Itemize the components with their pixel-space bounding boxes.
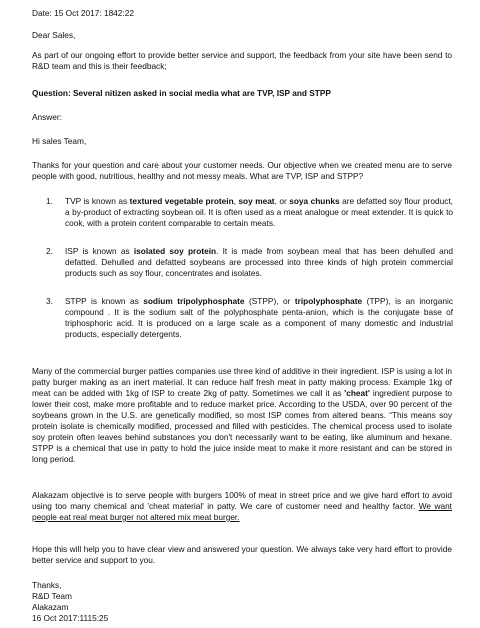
list-text [65,196,453,229]
list-text [65,296,453,340]
greeting: Dear Sales, [32,30,76,40]
intro-paragraph: As part of our ongoing effort to provide better service and support, the feedback from your site have been send to R&D team and this is their feedback; [32,50,452,71]
bold-term: tripolyphosphate [294,296,363,306]
text-run: STPP is known as [65,296,144,306]
text-run: are defatted soy flour product, a by-product of extracting soybean oil. It is often used as a meat analogue or meat extender. It is quick to cook, with a protein content comparable to certain meats. [65,196,453,228]
list-number: 2. [46,246,53,256]
date-line: Date: 15 Oct 2017: 1842:22 [32,8,134,18]
text-run: , or [274,196,290,206]
additives-paragraph [32,366,452,464]
signature-thanks: Thanks, [32,580,62,590]
text-run: Alakazam objective is to serve people with burgers 100% of meat in street price and we give hard effort to avoid using too many chemical and 'cheat material' in patty. We care of customer need and healthy factor. [32,490,452,511]
answer-intro-paragraph: Thanks for your question and care about your customer needs. Our objective when we created menu are to serve people with good, nutritious, healthy and not messy meals. What are TVP, ISP and STPP? [32,160,452,181]
list-number: 1. [46,196,53,206]
text-run: ISP is known as [65,246,134,256]
bold-term: textured vegetable protein [129,196,234,206]
answer-label: Answer: [32,112,62,122]
bold-term: soya chunks [289,196,340,206]
text-run: TVP is known as [65,196,130,206]
text-run: (TPP), is an inorganic compound . It is the sodium salt of the polyphosphate penta-anion, which is the conjugate base of triphosphoric acid. It is produced on a large scale as a component of many domestic and industrial products, especially detergents. [65,296,454,339]
text-run: , [233,196,239,206]
signature-block [32,580,452,624]
question-line: Question: Several nitizen asked in social media what are TVP, ISP and STPP [32,88,331,98]
bold-term: isolated soy protein [133,246,217,256]
text-run: (STPP), or [244,296,295,306]
objective-paragraph [32,490,452,523]
underlined-text: We want people eat real meat burger not altered mix meat burger. [32,500,452,522]
closing-paragraph: Hope this will help you to have clear view and answered your question. We always take very hard effort to provide better service and support to you. [32,544,452,565]
bold-term: sodium tripolyphosphate [143,296,245,306]
list-text [65,246,453,279]
bold-term: 'cheat' [344,387,370,398]
text-run: ingredient purpose to lower their cost, make more profitable and to reduce market price. According to the USDA, over 90 percent of the soybeans grown in the U.S. are genetically modified, so most ISP comes from altered beans. “This means soy protein isolate is chemically modified, processed and filled with pesticides. The chemical process used to isolate soy protein often leaves behind substances you don't necessarily want to be eating, like aluminum and hexane. STPP is a chemical that use in patty to hold the juice inside meat to make it more resistant and can be stored in long period. [32,387,452,464]
signature-team: R&D Team [32,590,72,601]
list-number: 3. [46,296,53,306]
signature-company: Alakazam [32,601,69,612]
bold-term: soy meat [238,196,275,206]
text-run: . It is made from soybean meal that has been dehulled and defatted. Dehulled and defatted soybeans are processed into three kinds of high protein commercial products such as soy flour, concentrates and isolates. [65,246,454,278]
signature-date: 16 Oct 2017:1115:25 [32,612,109,623]
answer-greeting: Hi sales Team, [32,136,87,146]
text-run: Many of the commercial burger patties companies use three kind of additive in their ingredient. ISP is using a lot in patty burger making as an inert material. It can reduce half fresh meat in patty making process. Example 1kg of meat can be added with 1kg of ISP to create 2kg of patty. Sometimes we call it as [32,366,452,398]
